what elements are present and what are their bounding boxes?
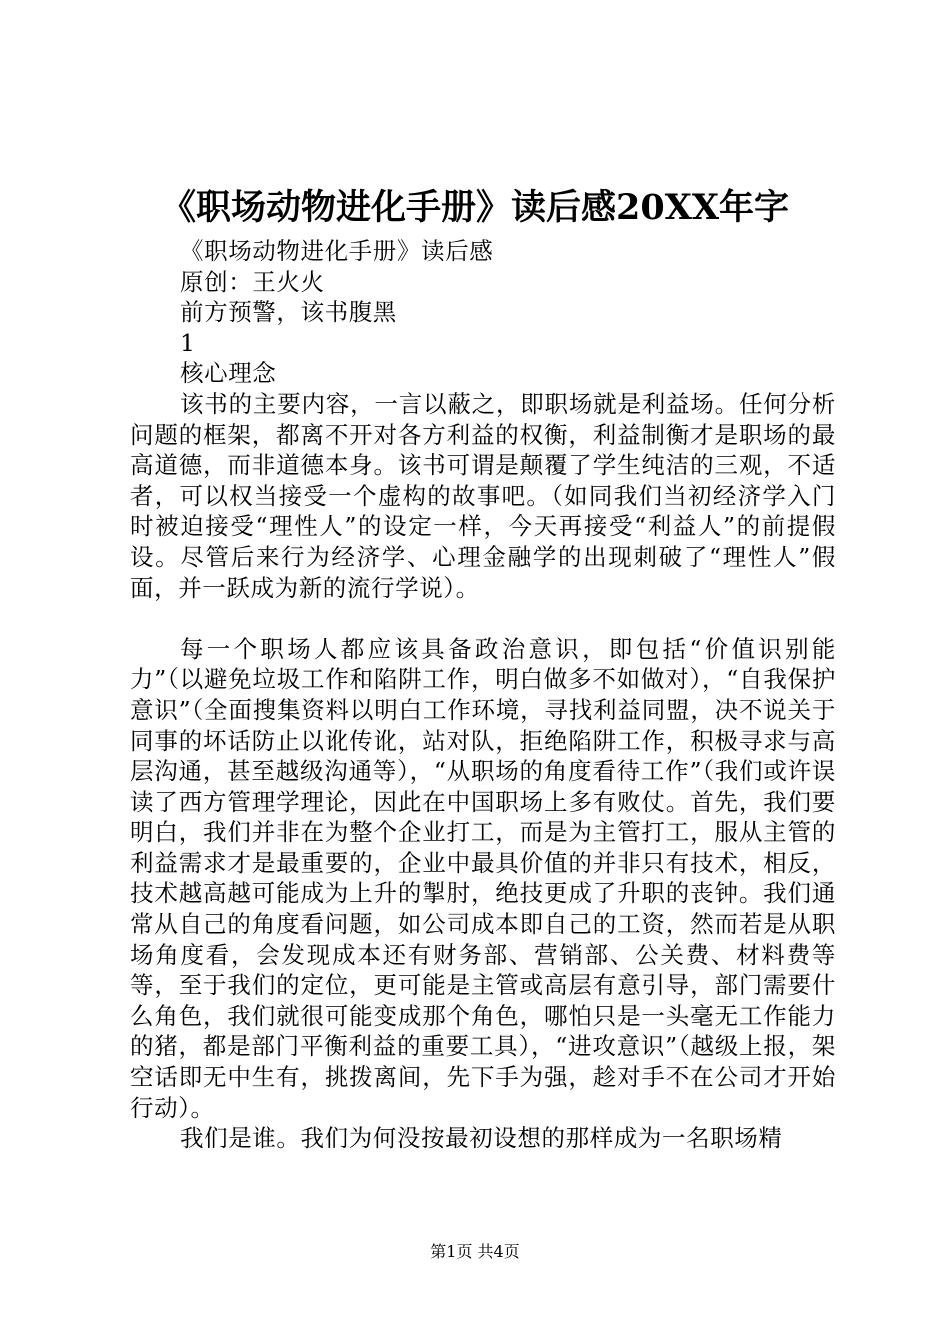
paragraph-gap [130,603,836,634]
section-title: 核心理念 [180,359,277,388]
author-line: 原创：王火火 [180,267,325,296]
paragraph-3: 我们是谁。我们为何没按最初设想的那样成为一名职场精 [180,1124,783,1153]
section-number: 1 [180,328,196,357]
paragraph-2: 每一个职场人都应该具备政治意识，即包括“价值识别能力”（以避免垃圾工作和陷阱工作，明白做多不如做对），“自我保护意识”（全面搜集资料以明白工作环境，寻找利益同盟，决不说关于同事的坏话防止以讹传讹，站对队，拒绝陷阱工作，积极寻求与高层沟通，甚至越级沟通等），“从职场的角度看待工作”（我们或许误读了西方管理学理论，因此在中国职场上多有败仗。首先，我们要明白，我们并非在为整个企业打工，而是为主管打工，服从主管的利益需求才是最重要的，企业中最具价值的并非只有技术，相反，技术越高越可能成为上升的掣肘，绝技更成了升职的丧钟。我们通常从自己的角度看问题，如公司成本即自己的工资，然而若是从职场角度看，会发现成本还有财务部、营销部、公关费、材料费等等，至于我们的定位，更可能是主管或高层有意引导，部门需要什么角色，我们就很可能变成那个角色，哪怕只是一头毫无工作能力的猪，都是部门平衡利益的重要工具），“进攻意识”（越级上报，架空话即无中生有，挑拨离间，先下手为强，趁对手不在公司才开始行动）。 [130,634,836,1122]
paragraph-1: 该书的主要内容，一言以蔽之，即职场就是利益场。任何分析问题的框架，都离不开对各方利益的权衡，利益制衡才是职场的最高道德，而非道德本身。该书可谓是颠覆了学生纯洁的三观，不适者，可以权当接受一个虚构的故事吧。（如同我们当初经济学入门时被迫接受“理性人”的设定一样，今天再接受“利益人”的前提假设。尽管后来行为经济学、心理金融学的出现刺破了“理性人”假面，并一跃成为新的流行学说）。 [130,389,836,602]
document-title: 《职场动物进化手册》读后感20XX年字 [160,187,790,228]
document-body [130,236,836,1154]
subtitle-line: 《职场动物进化手册》读后感 [180,237,494,265]
warning-line: 前方预警，该书腹黑 [180,298,397,327]
page-footer: 第1页 共4页 [430,1242,520,1261]
